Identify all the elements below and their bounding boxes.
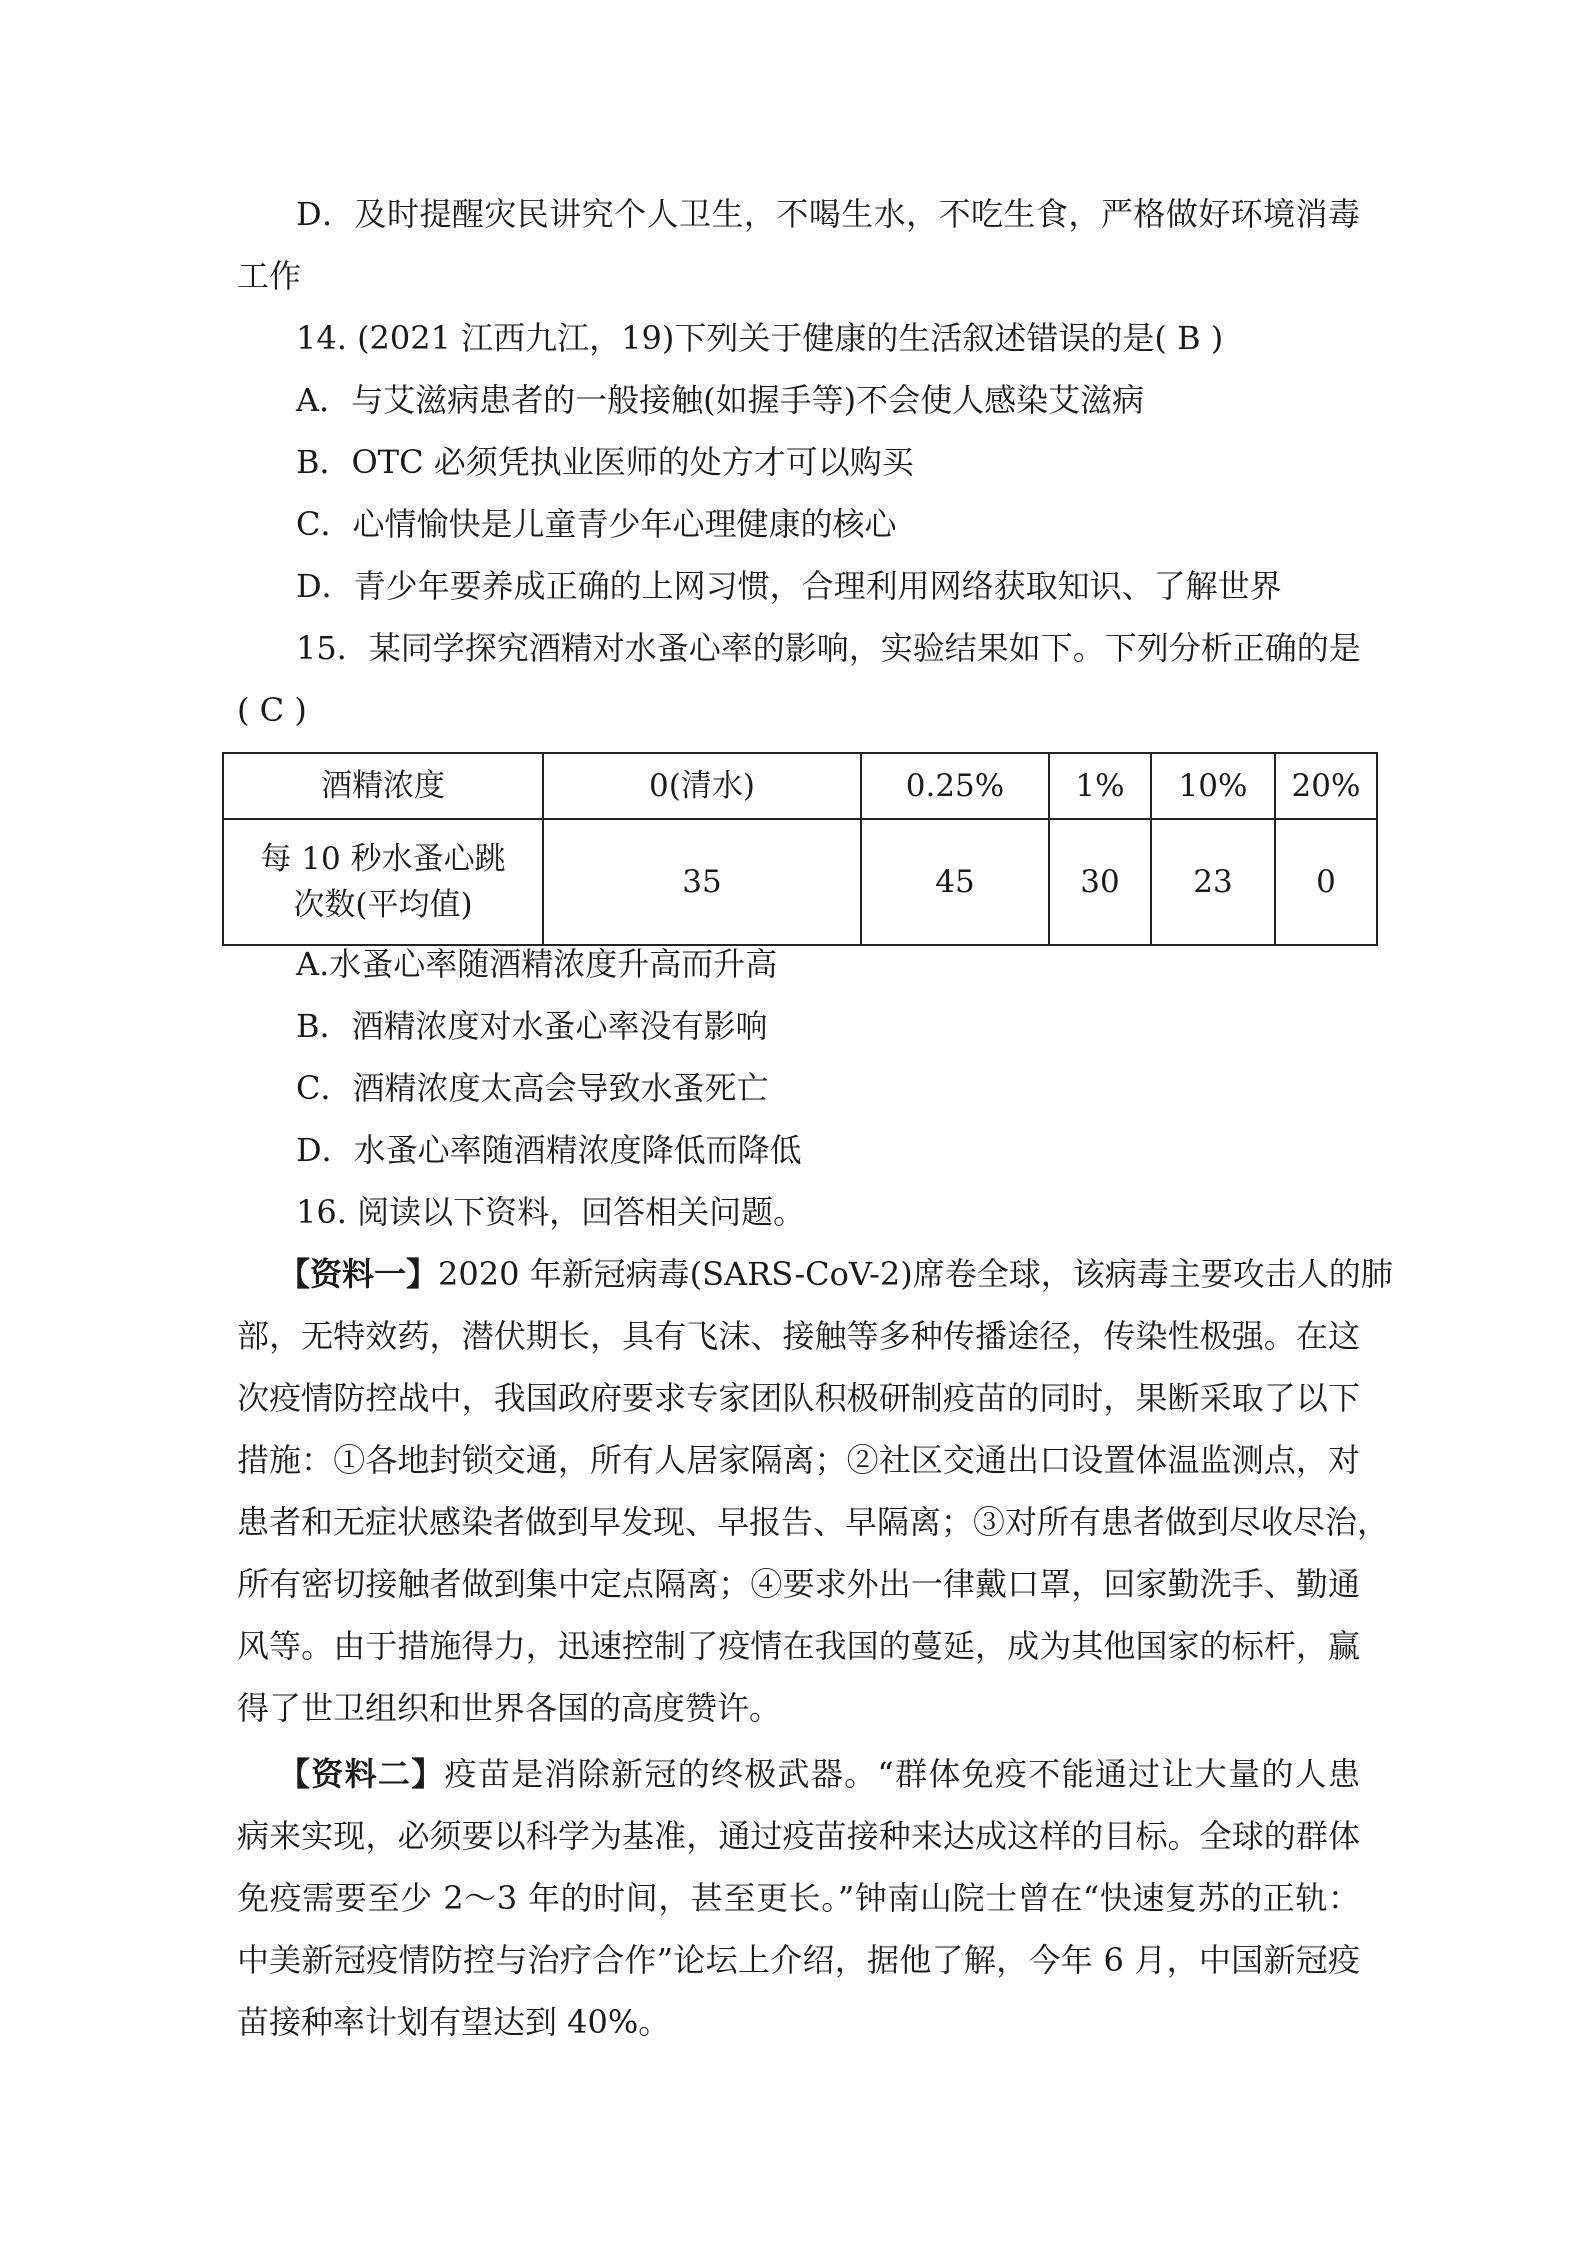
table-cell: 0.25% [861, 753, 1049, 819]
table-cell: 30 [1049, 819, 1151, 945]
material1-line: 次疫情防控战中，我国政府要求专家团队积极研制疫苗的同时，果断采取了以下 [237, 1379, 1360, 1417]
q14-option-d: D．青少年要养成正确的上网习惯，合理利用网络获取知识、了解世界 [296, 567, 1282, 605]
q14-option-c: C．心情愉快是儿童青少年心理健康的核心 [296, 505, 897, 543]
material1-tag: 【资料一】 [278, 1255, 439, 1293]
table-cell: 0(清水) [543, 753, 861, 819]
material1-line: 患者和无症状感染者做到早发现、早报告、早隔离；③对所有患者做到尽收尽治， [237, 1503, 1390, 1541]
q15-option-a: A.水蚤心率随酒精浓度升高而升高 [296, 945, 778, 983]
material1-line: 所有密切接触者做到集中定点隔离；④要求外出一律戴口罩，回家勤洗手、勤通 [237, 1565, 1360, 1603]
table-cell: 23 [1151, 819, 1275, 945]
row-label-line1: 每 10 秒水蚤心跳 [260, 841, 506, 877]
material2-line: 免疫需要至少 2～3 年的时间，甚至更长。”钟南山院士曾在“快速复苏的正轨： [237, 1879, 1360, 1917]
q14-stem: 14. (2021 江西九江，19)下列关于健康的生活叙述错误的是( B ) [296, 319, 1224, 357]
table-row-label [223, 819, 543, 945]
table-header-row [223, 753, 1377, 819]
material2-text: 疫苗是消除新冠的终极武器。“群体免疫不能通过让大量的人患 [444, 1755, 1360, 1793]
table-cell: 10% [1151, 753, 1275, 819]
material1-line: 部，无特效药，潜伏期长，具有飞沫、接触等多种传播途径，传染性极强。在这 [237, 1317, 1360, 1355]
heart-rate-table [222, 752, 1378, 946]
q15-option-c: C．酒精浓度太高会导致水蚤死亡 [296, 1069, 769, 1107]
material1-first-line [278, 1252, 1393, 1296]
row-label-line2: 次数(平均值) [293, 887, 473, 923]
q14-option-b: B．OTC 必须凭执业医师的处方才可以购买 [296, 443, 914, 481]
q15-answer: ( C ) [237, 691, 307, 729]
q14-option-a: A．与艾滋病患者的一般接触(如握手等)不会使人感染艾滋病 [296, 381, 1145, 419]
material1-line: 措施：①各地封锁交通，所有人居家隔离；②社区交通出口设置体温监测点，对 [237, 1441, 1360, 1479]
material2-line: 病来实现，必须要以科学为基准，通过疫苗接种来达成这样的目标。全球的群体 [237, 1817, 1360, 1855]
table-cell: 1% [1049, 753, 1151, 819]
q13-option-d: D．及时提醒灾民讲究个人卫生，不喝生水，不吃生食，严格做好环境消毒 [296, 195, 1360, 233]
material1-line: 得了世卫组织和世界各国的高度赞许。 [237, 1689, 782, 1727]
q13-option-d-cont: 工作 [237, 257, 302, 295]
table-cell: 0 [1275, 819, 1377, 945]
table-cell: 45 [861, 819, 1049, 945]
q15-option-d: D．水蚤心率随酒精浓度降低而降低 [296, 1131, 802, 1169]
material2-tag: 【资料二】 [278, 1755, 445, 1793]
table-cell: 20% [1275, 753, 1377, 819]
material2-first-line [278, 1752, 1360, 1796]
table-row [223, 819, 1377, 945]
table-cell: 酒精浓度 [223, 753, 543, 819]
material1-text: 2020 年新冠病毒(SARS-CoV-2)席卷全球，该病毒主要攻击人的肺 [438, 1255, 1393, 1293]
material2-line: 苗接种率计划有望达到 40%。 [237, 2003, 671, 2041]
q15-option-b: B．酒精浓度对水蚤心率没有影响 [296, 1007, 768, 1045]
table-cell: 35 [543, 819, 861, 945]
material1-line: 风等。由于措施得力，迅速控制了疫情在我国的蔓延，成为其他国家的标杆，赢 [237, 1627, 1360, 1665]
q15-stem: 15．某同学探究酒精对水蚤心率的影响，实验结果如下。下列分析正确的是 [296, 629, 1361, 667]
material2-line: 中美新冠疫情防控与治疗合作”论坛上介绍，据他了解，今年 6 月，中国新冠疫 [237, 1941, 1360, 1979]
q16-stem: 16. 阅读以下资料，回答相关问题。 [296, 1193, 806, 1231]
